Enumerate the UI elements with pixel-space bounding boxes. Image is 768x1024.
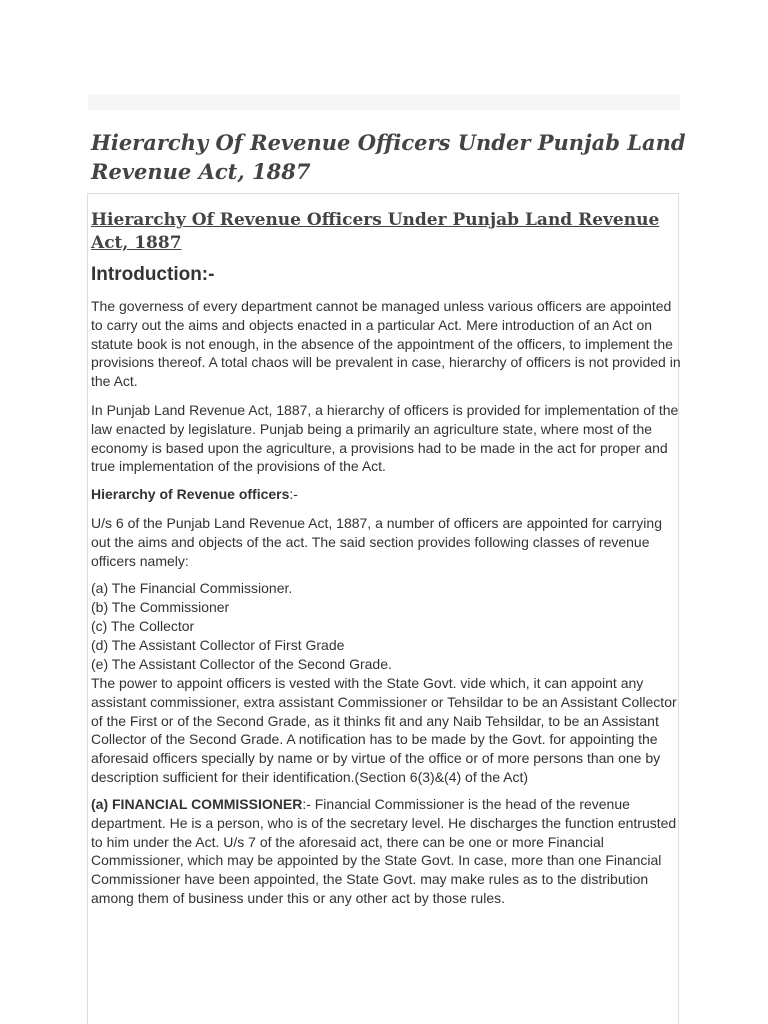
intro-paragraph-2: In Punjab Land Revenue Act, 1887, a hierarchy of officers is provided for implementation of the law enacted by legislature. Punjab being a primarily an agriculture state, where most of the economy is based upon the agriculture, a provisions had to be made in the act for proper and true implementation of the provisions of the Act. — [91, 402, 679, 475]
financial-commissioner-paragraph — [91, 795, 681, 908]
section-6-paragraph: U/s 6 of the Punjab Land Revenue Act, 1887, a number of officers are appointed for carrying out the aims and objects of the act. The said section provides following classes of revenue officers namely: — [91, 515, 662, 569]
intro-heading: Introduction:- — [91, 264, 215, 285]
top-banner-bar — [88, 94, 680, 110]
page-title: Hierarchy Of Revenue Officers Under Punjab Land Revenue Act, 1887 — [91, 130, 686, 184]
article-heading: Hierarchy Of Revenue Officers Under Punjab Land Revenue Act, 1887 — [91, 210, 660, 253]
list-item: (a) The Financial Commissioner. — [91, 580, 293, 596]
appointment-power-paragraph: The power to appoint officers is vested with the State Govt. vide which, it can appoint any assistant commissioner, extra assistant Commissioner or Tehsildar to be an Assistant Collector of the First or of the Second Grade, as it thinks fit and any Naib Tehsildar, to be an Assistant Collector of the Second Grade. A notification has to be made by the Govt. for appointing the aforesaid officers specially by name or by virtue of the office or of more persons than one by description sufficient for their identification.(Section 6(3)&(4) of the Act) — [91, 675, 677, 785]
financial-commissioner-label: (a) FINANCIAL COMMISSIONER — [91, 796, 303, 812]
intro-paragraph-1: The governess of every department cannot be managed unless various officers are appointed to carry out the aims and objects enacted in a particular Act. Mere introduction of an Act on statute book is not enough, in the absence of the appointment of the officers, to implement the provisions thereof. A total chaos will be prevalent in case, hierarchy of officers is not provided in the Act. — [91, 298, 681, 390]
list-item: (c) The Collector — [91, 618, 195, 634]
hierarchy-label: Hierarchy of Revenue officers — [91, 486, 290, 502]
list-item: (d) The Assistant Collector of First Grade — [91, 637, 345, 653]
hierarchy-suffix: :- — [289, 486, 298, 502]
list-item: (b) The Commissioner — [91, 599, 230, 615]
list-item: (e) The Assistant Collector of the Second Grade. — [91, 656, 392, 672]
officer-class-list — [91, 579, 681, 674]
article-container — [87, 193, 679, 1024]
hierarchy-heading — [91, 485, 681, 504]
financial-commissioner-text: :- Financial Commissioner is the head of the revenue department. He is a person, who is of the secretary level. He discharges the function entrusted to him under the Act. U/s 7 of the aforesaid act, there can be one or more Financial Commissioner, which may be appointed by the State Govt. In case, more than one Financial Commissioner have been appointed, the State Govt. may make rules as to the distribution among them of business under this or any other act by those rules. — [91, 796, 677, 906]
